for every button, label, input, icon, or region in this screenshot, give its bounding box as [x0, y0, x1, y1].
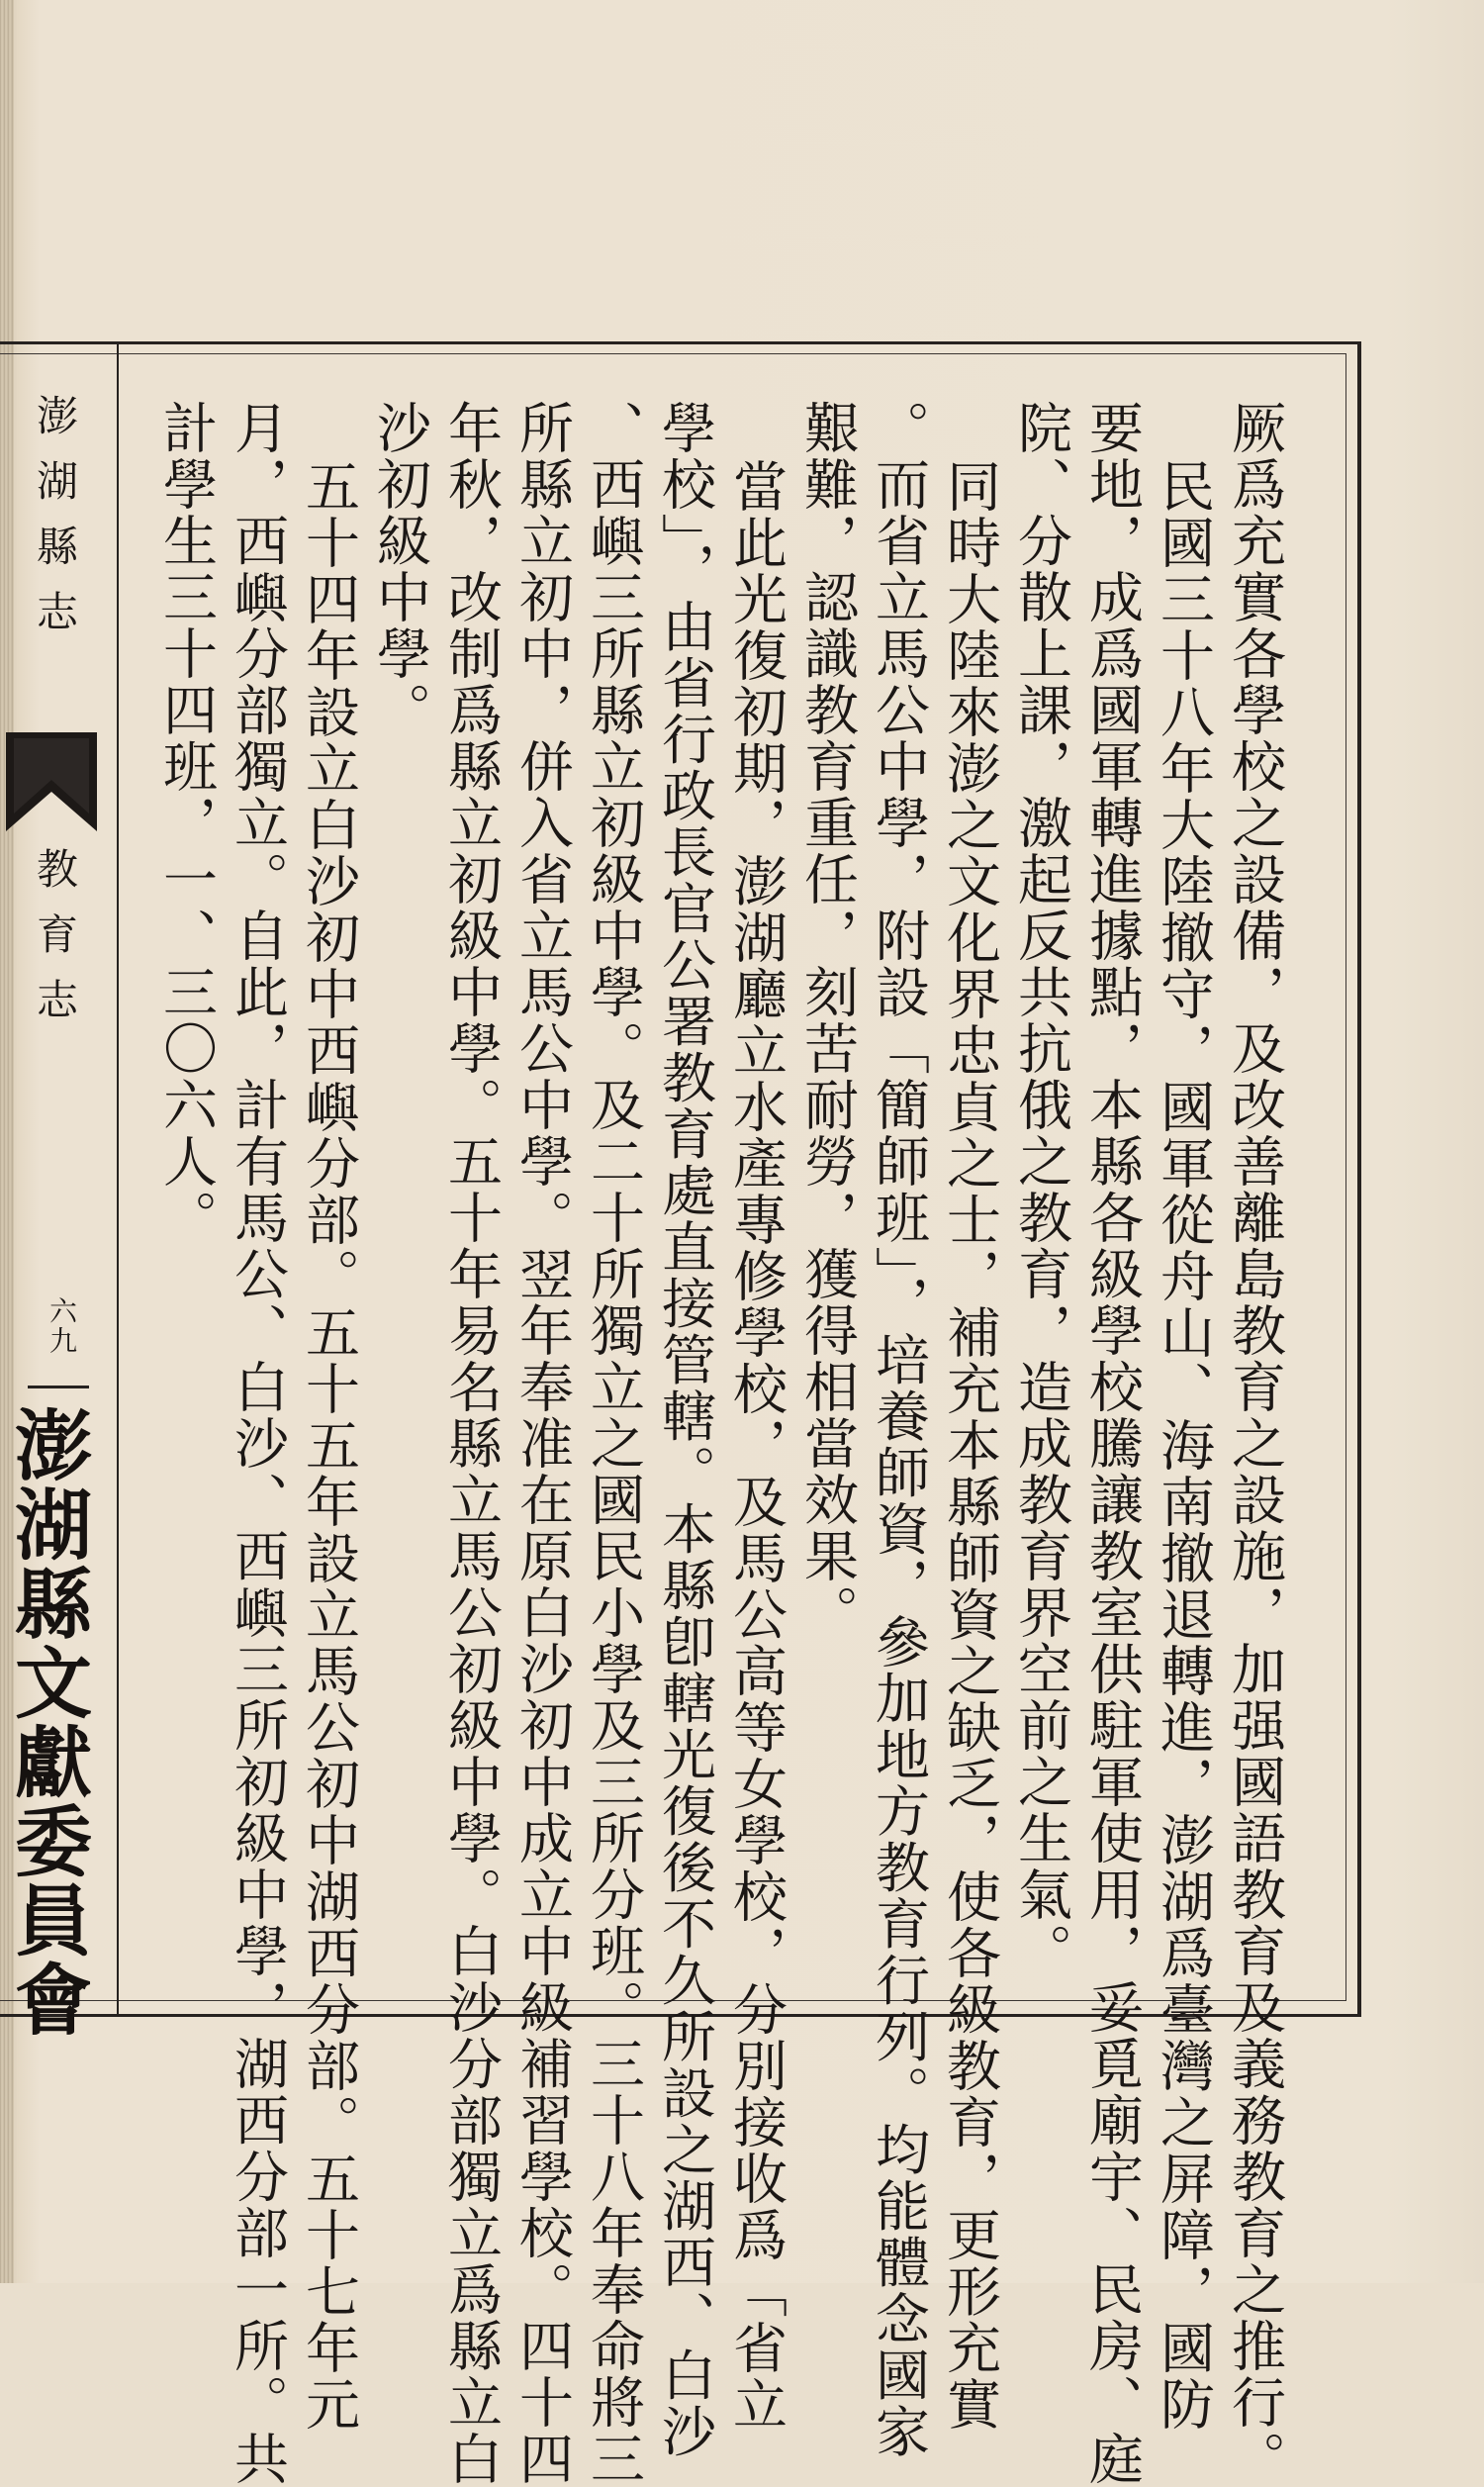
page-number: 六九: [46, 1296, 78, 1356]
text-column: 院、分散上課，激起反共抗俄之教育，造成教育界空前之生氣。: [1009, 400, 1072, 1979]
section-title: 教育志: [31, 847, 79, 1043]
text-column: 。而省立馬公中學，附設「簡師班」，培養師資，參加地方教育行列。均能體念國家: [867, 400, 930, 2460]
book-title: 澎湖縣志: [31, 394, 79, 655]
publisher-seal: 澎湖縣文獻委員會: [2, 1405, 92, 2039]
text-column: 所縣立初中，併入省立馬公中學。翌年奉准在原白沙初中成立中級補習學校。四十四: [510, 400, 574, 2487]
text-column: 艱難，認識教育重任，刻苦耐勞，獲得相當效果。: [795, 400, 859, 1641]
text-column: 同時大陸來澎之文化界忠貞之士，補充本縣師資之缺乏，使各級教育，更形充實: [938, 458, 1001, 2433]
text-column: 要地，成爲國軍轉進據點，本縣各級學校騰讓教室供駐軍使用，妥覓廟宇、民房、庭: [1080, 400, 1144, 2487]
text-column: 五十四年設立白沙初中西嶼分部。五十五年設立馬公初中湖西分部。五十七年元: [297, 458, 360, 2433]
text-column: 當此光復初期，澎湖廳立水產專修學校，及馬公高等女學校，分別接收爲「省立: [724, 458, 788, 2433]
text-column: 民國三十八年大陸撤守，國軍從舟山、海南撤退轉進，澎湖爲臺灣之屏障，國防: [1152, 458, 1215, 2433]
fishtail-mark-icon: [6, 732, 97, 831]
text-column: 學校」，由省行政長官公署教育處直接管轄。本縣卽轄光復後不久所設之湖西、白沙: [653, 400, 716, 2460]
text-column: 計學生三十四班，一、三〇六人。: [154, 400, 218, 1246]
text-column: 年秋，改制爲縣立初級中學。五十年易名縣立馬公初級中學。白沙分部獨立爲縣立白: [439, 400, 503, 2487]
text-column: 月，西嶼分部獨立。自此，計有馬公、白沙、西嶼三所初級中學，湖西分部一所。共: [226, 400, 289, 2487]
text-column: 沙初級中學。: [368, 400, 431, 738]
text-column: 厥爲充實各學校之設備，及改善離島教育之設施，加强國語教育及義務教育之推行。: [1223, 400, 1286, 2487]
text-column: 、西嶼三所縣立初級中學。及二十所獨立之國民小學及三所分班。三十八年奉命將三: [582, 400, 645, 2487]
seal-rule-top: [28, 1386, 89, 1388]
